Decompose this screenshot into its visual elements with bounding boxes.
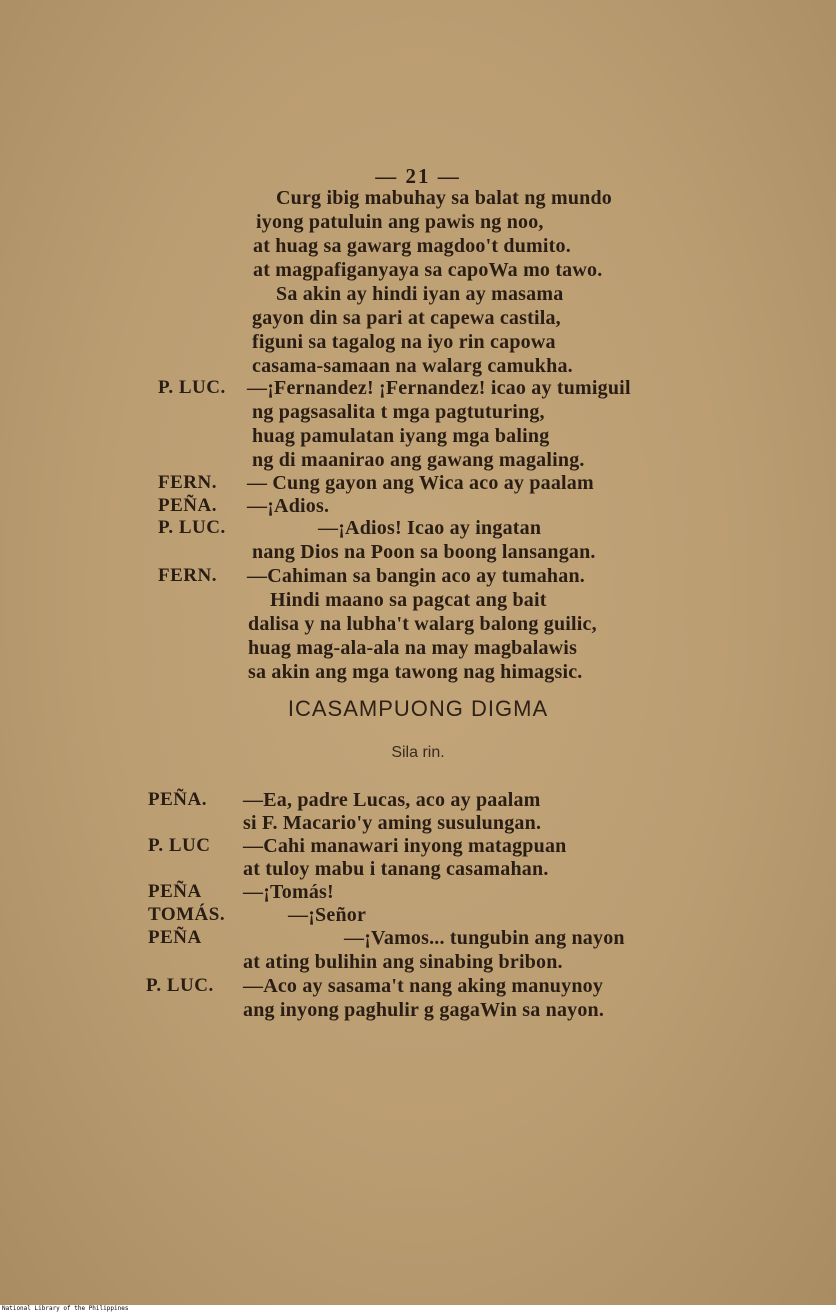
verse-line: at huag sa gawarg magdoo't dumito. [253,235,571,257]
speaker-label: P. LUC. [158,377,226,398]
verse-line: ng di maanirao ang gawang magaling. [252,449,585,471]
speaker-label: P. LUC [148,835,211,856]
verse-line: iyong patuluin ang pawis ng noo, [256,211,544,233]
scan-credit: National Library of the Philippines [0,1305,836,1313]
speaker-label: FERN. [158,472,217,493]
speaker-label: P. LUC. [158,517,226,538]
verse-line: —¡Adios! Icao ay ingatan [318,517,542,539]
verse-line: —Ea, padre Lucas, aco ay paalam [243,789,541,811]
verse-line: Hindi maano sa pagcat ang bait [270,589,547,611]
act-heading: ICASAMPUONG DIGMA [287,696,549,721]
verse-line: at magpafiganyaya sa capoWa mo tawo. [253,259,603,281]
verse-line: figuni sa tagalog na iyo rin capowa [252,331,556,353]
verse-line: casama-samaan na walarg camukha. [252,355,573,377]
page-number: — 21 — [375,164,461,188]
verse-line: —¡Fernandez! ¡Fernandez! icao ay tumiguil [247,377,631,399]
speaker-label: PEÑA [148,927,202,948]
verse-line: Sa akin ay hindi iyan ay masama [276,283,564,305]
speaker-label: FERN. [158,565,217,586]
speaker-label: PEÑA. [158,495,217,516]
verse-line: nang Dios na Poon sa boong lansangan. [252,541,596,563]
verse-line: —Cahiman sa bangin aco ay tumahan. [247,565,585,587]
verse-line: ang inyong paghulir g gagaWin sa nayon. [243,999,605,1021]
speaker-label: TOMÁS. [148,904,226,925]
verse-line: —¡Adios. [247,495,330,517]
verse-line: Curg ibig mabuhay sa balat ng mundo [276,187,612,209]
verse-line: sa akin ang mga tawong nag himagsic. [248,661,583,683]
verse-line: gayon din sa pari at capewa castila, [252,307,561,329]
stage-direction: Sila rin. [391,744,445,761]
verse-line: dalisa y na lubha't walarg balong guilic, [248,613,597,635]
verse-line: —¡Tomás! [243,881,334,903]
verse-line: at tuloy mabu i tanang casamahan. [243,858,549,880]
verse-line: huag mag-ala-ala na may magbalawis [248,637,578,659]
verse-line: —Aco ay sasama't nang aking manuynoy [243,975,604,997]
verse-line: — Cung gayon ang Wica aco ay paalam [247,472,594,494]
speaker-label: P. LUC. [146,975,214,996]
verse-line: —Cahi manawari inyong matagpuan [243,835,567,857]
verse-line: huag pamulatan iyang mga baling [252,425,550,447]
speaker-label: PEÑA. [148,789,207,810]
verse-line: —¡Vamos... tungubin ang nayon [344,927,625,949]
verse-line: —¡Señor [288,904,367,926]
verse-line: si F. Macario'y aming susulungan. [243,812,542,834]
verse-line: at ating bulihin ang sinabing bribon. [243,951,563,973]
speaker-label: PEÑA [148,881,202,902]
verse-line: ng pagsasalita t mga pagtuturing, [252,401,545,423]
